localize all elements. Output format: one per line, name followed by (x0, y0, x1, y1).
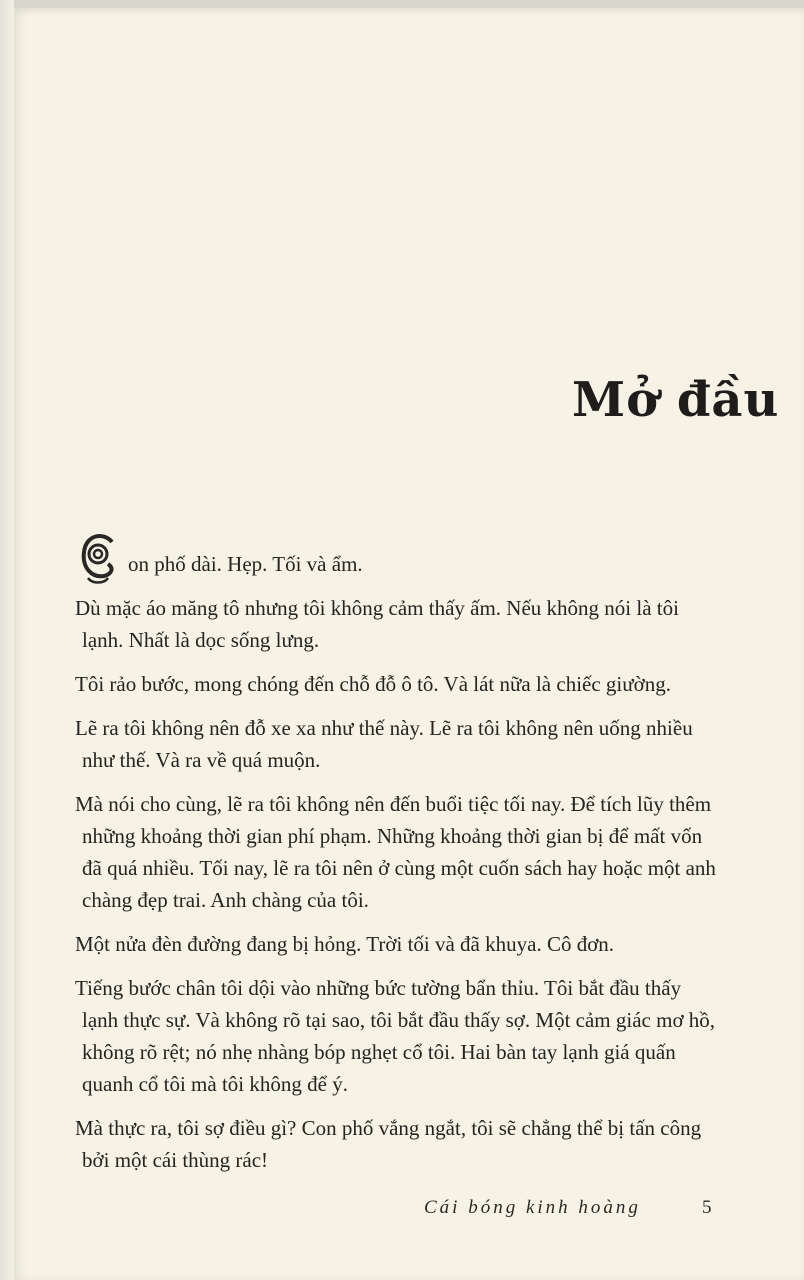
paragraph-7: Tiếng bước chân tôi dội vào những bức tường bẩn thỉu. Tôi bắt đầu thấy lạnh thực sự. Và không rõ tại sao, tôi bắt đầu thấy sợ. Một cảm giác mơ hồ, không rõ rệt; nó nhẹ nhàng bóp nghẹt cổ tôi. Hai bàn tay lạnh giá quấn quanh cổ tôi mà tôi không để ý. (75, 976, 716, 1096)
page-edge (0, 0, 14, 1280)
paragraph-3: Tôi rảo bước, mong chóng đến chỗ đỗ ô tô. Và lát nữa là chiếc giường. (75, 672, 671, 696)
running-footer-title: Cái bóng kinh hoàng (424, 1197, 641, 1218)
paragraph-2: Dù mặc áo măng tô nhưng tôi không cảm thấy ấm. Nếu không nói là tôi lạnh. Nhất là dọc sống lưng. (75, 596, 679, 652)
page-number: 5 (702, 1197, 712, 1218)
chapter-body (75, 548, 722, 1188)
dropcap-c-icon (78, 528, 124, 586)
chapter-title: Mở đầu (572, 372, 780, 429)
paragraph-5: Mà nói cho cùng, lẽ ra tôi không nên đến buổi tiệc tối nay. Để tích lũy thêm những khoảng thời gian phí phạm. Những khoảng thời gian bị để mất vốn đã quá nhiều. Tối nay, lẽ ra tôi nên ở cùng một cuốn sách hay hoặc một anh chàng đẹp trai. Anh chàng của tôi. (75, 792, 716, 912)
paragraph-8: Mà thực ra, tôi sợ điều gì? Con phố vắng ngắt, tôi sẽ chẳng thể bị tấn công bởi một cái thùng rác! (75, 1116, 702, 1172)
paragraph-6: Một nửa đèn đường đang bị hỏng. Trời tối và đã khuya. Cô đơn. (75, 932, 615, 956)
paragraph-1-text: on phố dài. Hẹp. Tối và ẩm. (128, 552, 363, 576)
paragraph-1 (82, 548, 722, 580)
paragraph-4: Lẽ ra tôi không nên đỗ xe xa như thế này. Lẽ ra tôi không nên uống nhiều như thế. Và ra về quá muộn. (75, 716, 693, 772)
